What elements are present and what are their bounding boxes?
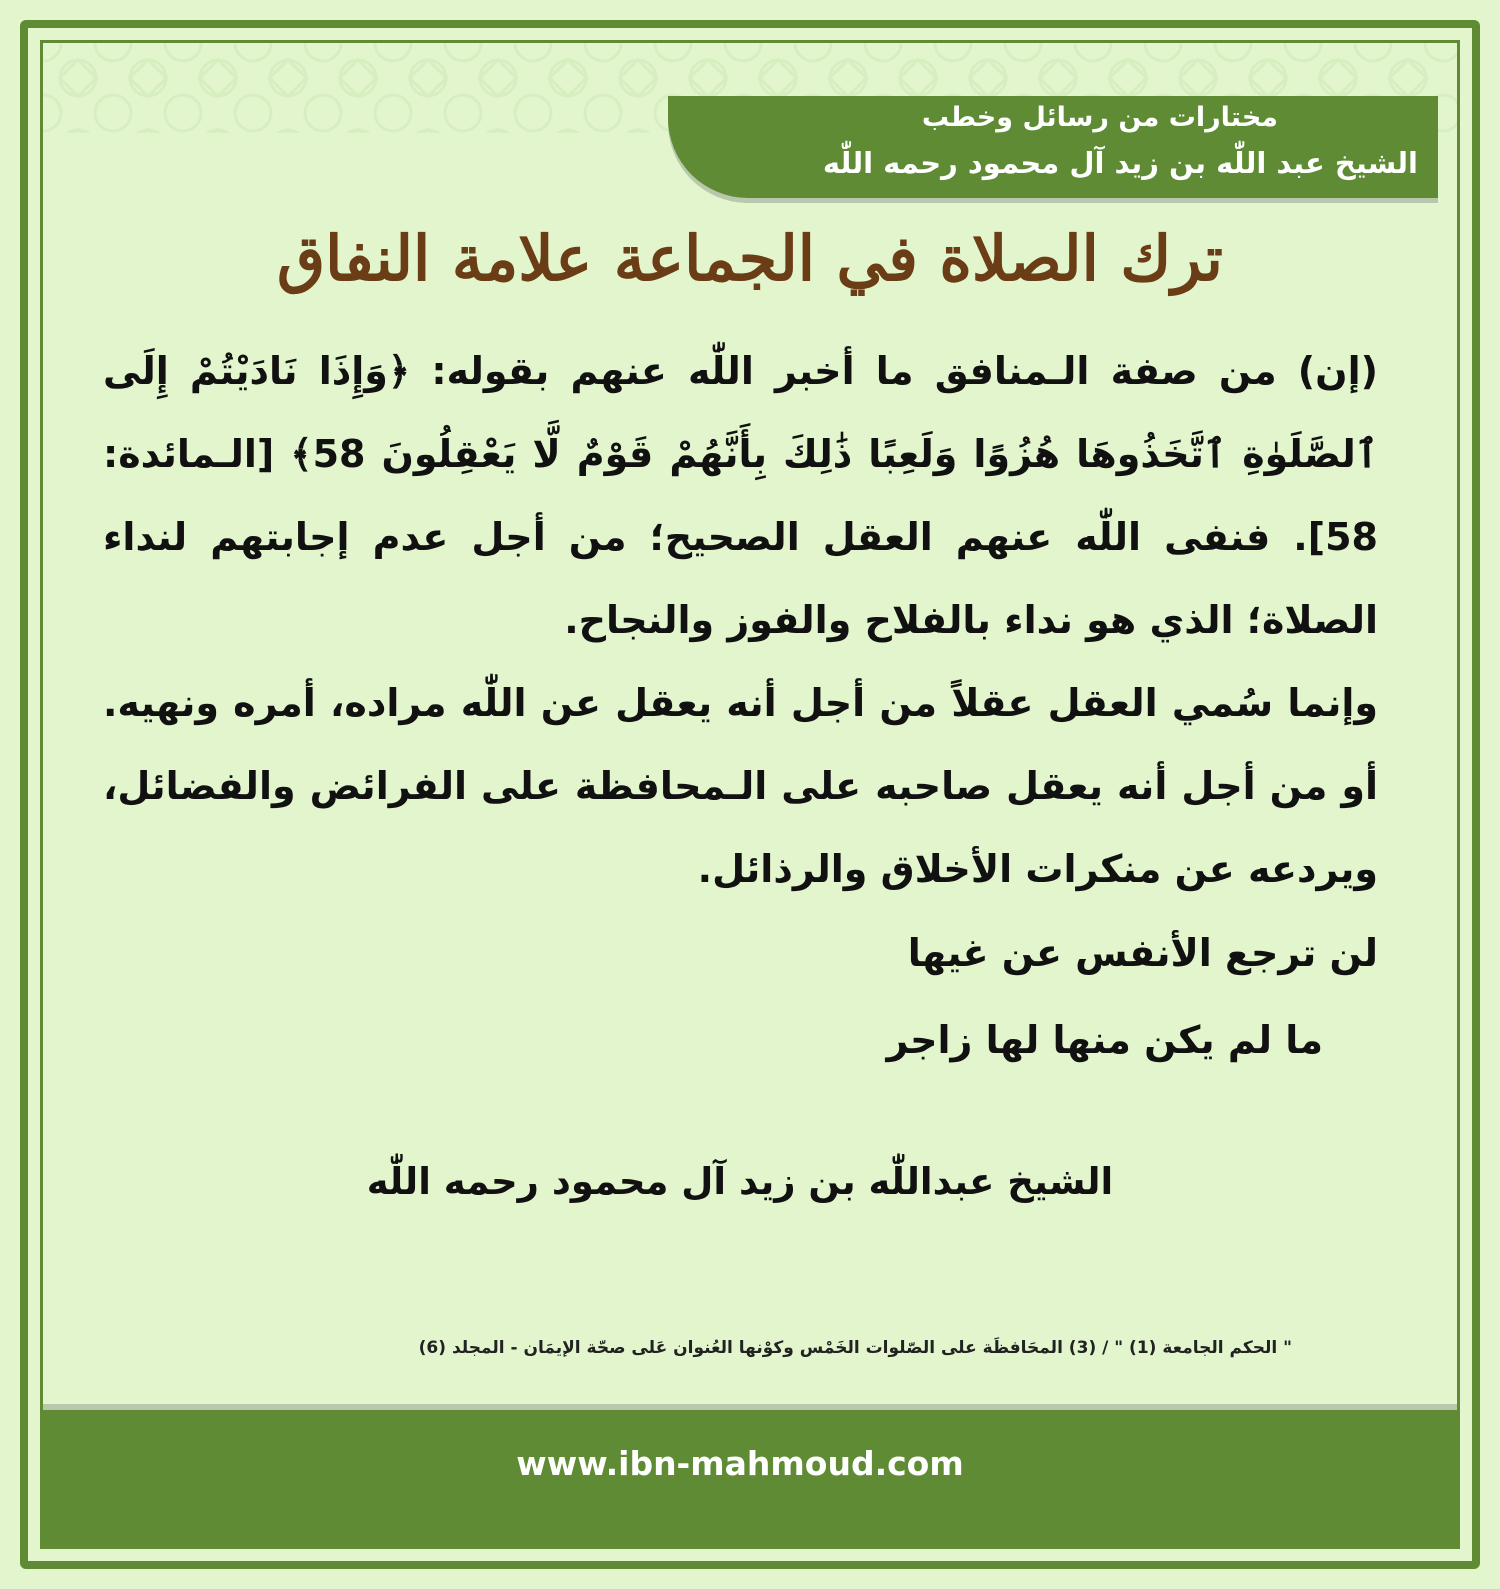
page-title: ترك الصلاة في الجماعة علامة النفاق [277, 222, 1223, 295]
article-paragraph-1: (إن) من صفة الـمنافق ما أخبر اللّٰه عنهم بقوله: ﴿وَإِذَا نَادَيْتُمْ إِلَى ٱلصَّلَوٰةِ ٱتَّخَذُوهَا هُزُوًا وَلَعِبًا ذَٰلِكَ بِأَنَّهُمْ قَوْمٌ لَّا يَعْقِلُونَ 58﴾ [الـمائدة: 58]. فنفى اللّٰه عنهم العقل الصحيح؛ من أجل عدم إجابتهم لنداء الصلاة؛ الذي هو نداء بالفلاح والفوز والنجاح. [103, 349, 1378, 642]
article-paragraph-2: وإنما سُمي العقل عقلاً من أجل أنه يعقل عن اللّٰه مراده، أمره ونهيه. أو من أجل أنه يعقل صاحبه على الـمحافظة على الفرائض والفضائل، ويردعه عن منكرات الأخلاق والرذائل. [103, 681, 1378, 891]
poem-verse-1: لن ترجع الأنفس عن غيها [907, 931, 1378, 975]
poem-verse-2: ما لم يكن منها لها زاجر [886, 1018, 1323, 1062]
header-ribbon [668, 96, 1438, 198]
author-signature: الشيخ عبداللّٰه بن زيد آل محمود رحمه اللّٰه [366, 1160, 1114, 1203]
website-link[interactable]: www.ibn-mahmoud.com [516, 1444, 964, 1483]
article-body [103, 330, 1378, 911]
poem [778, 910, 1378, 1084]
header-subtitle: مختارات من رسائل وخطب [921, 102, 1278, 133]
header-author: الشيخ عبد اللّٰه بن زيد آل محمود رحمه اللّٰه [822, 146, 1418, 180]
source-reference: " الحكم الجامعة (1) " / (3) المحَافظَة على الصّلوات الخَمْس وكوْنها العُنوان عَلى صحّة الإيمَان - المجلد (6) [418, 1338, 1292, 1358]
